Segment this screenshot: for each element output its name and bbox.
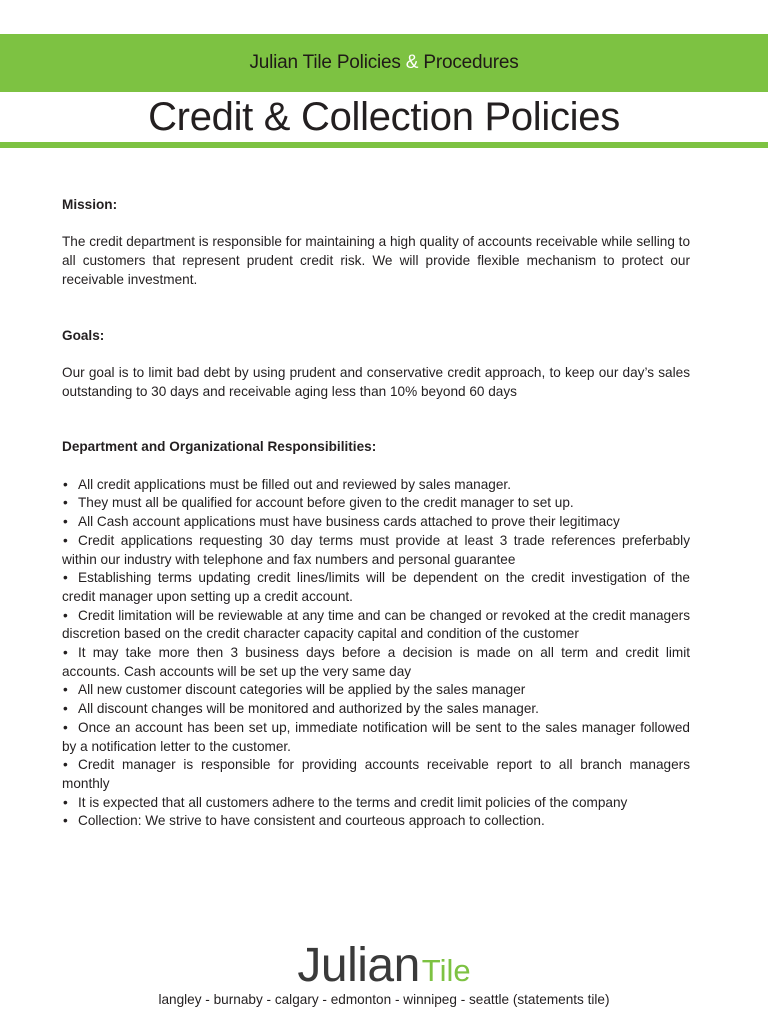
header-band-title bbox=[249, 52, 518, 74]
mission-heading: Mission: bbox=[62, 197, 118, 212]
bullet-icon: • bbox=[63, 794, 68, 810]
page-title: Credit & Collection Policies bbox=[148, 95, 620, 139]
responsibilities-list bbox=[62, 476, 690, 831]
list-item: • It is expected that all customers adhere to the terms and credit limit policies of the company bbox=[62, 794, 690, 813]
list-item: • All new customer discount categories will be applied by the sales manager bbox=[62, 681, 690, 700]
goals-heading: Goals: bbox=[62, 327, 105, 343]
bullet-icon: • bbox=[63, 476, 68, 492]
list-item: • They must all be qualified for account before given to the credit manager to set up. bbox=[62, 494, 690, 513]
bullet-icon: • bbox=[63, 532, 68, 548]
title-divider bbox=[0, 142, 768, 148]
list-item: • Establishing terms updating credit lines/limits will be dependent on the credit investigation of the credit manager upon setting up a credit account. bbox=[62, 570, 690, 604]
band-title-part1: Julian Tile Policies bbox=[249, 52, 406, 73]
goals-text: Our goal is to limit bad debt by using prudent and conservative credit approach, to keep our day’s sales outstanding to 30 days and receivable aging less than 10% beyond 60 days bbox=[62, 364, 690, 399]
bullet-icon: • bbox=[63, 607, 68, 623]
bullet-icon: • bbox=[63, 495, 68, 511]
bullet-icon: • bbox=[63, 514, 68, 530]
bullet-icon: • bbox=[63, 645, 68, 661]
list-item: • All credit applications must be filled out and reviewed by sales manager. bbox=[62, 476, 690, 495]
list-item: • Credit limitation will be reviewable at any time and can be changed or revoked at the credit managers discretion based on the credit character capacity capital and condition of the customer bbox=[62, 607, 690, 642]
bullet-icon: • bbox=[63, 813, 68, 829]
list-item: • Once an account has been set up, immediate notification will be sent to the sales manager followed by a notification letter to the customer. bbox=[62, 719, 690, 754]
list-item: • It may take more then 3 business days before a decision is made on all term and credit limit accounts. Cash accounts will be set up the very same day bbox=[62, 645, 690, 679]
list-item: • Credit applications requesting 30 day terms must provide at least 3 trade references preferbably within our industry with telephone and fax numbers and personal guarantee bbox=[62, 532, 690, 567]
bullet-icon: • bbox=[63, 719, 68, 735]
band-title-part2: Procedures bbox=[418, 52, 519, 73]
bullet-icon: • bbox=[63, 682, 68, 698]
julian-tile-logo bbox=[0, 938, 768, 993]
list-item: • Collection: We strive to have consistent and courteous approach to collection. bbox=[62, 812, 690, 831]
list-item: • Credit manager is responsible for providing accounts receivable report to all branch managers monthly bbox=[62, 757, 690, 791]
responsibilities-heading: Department and Organizational Responsibilities: bbox=[62, 439, 377, 455]
logo-wordmark-tile: Tile bbox=[421, 953, 471, 988]
document-body bbox=[62, 196, 690, 831]
bullet-icon: • bbox=[63, 570, 68, 586]
header-band bbox=[0, 34, 768, 92]
logo-wordmark-julian: Julian bbox=[297, 939, 420, 992]
bullet-icon: • bbox=[63, 701, 68, 717]
footer-locations: langley - burnaby - calgary - edmonton - winnipeg - seattle (statements tile) bbox=[158, 992, 610, 1007]
bullet-icon: • bbox=[63, 757, 68, 773]
mission-text: The credit department is responsible for maintaining a high quality of accounts receivable while selling to all customers that represent prudent credit risk. We will provide flexible mechanism to protect our receivable investment. bbox=[62, 234, 690, 287]
list-item: • All discount changes will be monitored and authorized by the sales manager. bbox=[62, 700, 690, 719]
band-title-ampersand: & bbox=[405, 52, 419, 73]
list-item: • All Cash account applications must have business cards attached to prove their legitimacy bbox=[62, 513, 690, 532]
